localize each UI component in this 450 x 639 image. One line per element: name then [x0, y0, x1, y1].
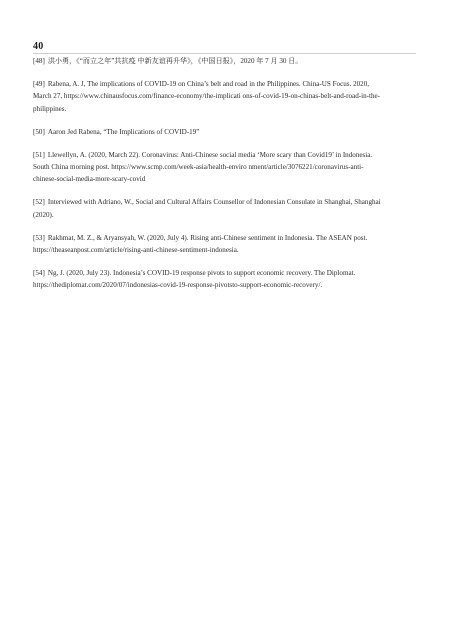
reference-text: 洪小勇，《“而立之年”共抗疫 中新友谊再升华》，《中国日报》，2020 年 7 月 30 日。	[47, 57, 303, 65]
reference-number: [54]	[33, 268, 45, 277]
header-divider	[33, 53, 416, 54]
page-number: 40	[33, 41, 44, 52]
reference-item-53	[33, 232, 385, 257]
reference-number: [53]	[33, 233, 45, 242]
reference-number: [49]	[33, 79, 45, 88]
reference-item-54	[33, 267, 385, 292]
reference-text: Aaron Jed Rabena, “The Implications of COVID-19”	[47, 127, 200, 136]
reference-number: [50]	[33, 127, 45, 136]
reference-list	[33, 55, 385, 302]
reference-item-50	[33, 126, 385, 138]
reference-number: [51]	[33, 150, 45, 159]
reference-item-49	[33, 78, 385, 115]
reference-text: Ng, J. (2020, July 23). Indonesia’s COVID-19 response pivots to support economic recovery. The Diplomat. https://thediplomat.com/2020/07/indonesias-covid-19-response-pivotsto-support-economic-recovery/.	[33, 268, 356, 290]
reference-text: Rakhmat, M. Z., & Aryansyah, W. (2020, July 4). Rising anti-Chinese sentiment in Indonesia. The ASEAN post. https://theaseanpost.com/article/rising-anti-chinese-sentiment-indonesia.	[33, 233, 368, 254]
reference-item-51	[33, 149, 385, 186]
reference-text: Interviewed with Adriano, W., Social and Cultural Affairs Counsellor of Indonesian Consulate in Shanghai, Shanghai (2020).	[33, 198, 381, 219]
reference-number: [48]	[33, 57, 45, 65]
reference-text: Rabena, A. J, The implications of COVID-19 on China’s belt and road in the Philippines. China-US Focus. 2020, March 27, https://www.chinausfocus.com/finance-economy/the-implicati ons-of-covid-19-on-chinas-belt-and-road-in-the-philippines.	[33, 79, 381, 113]
reference-number: [52]	[33, 198, 45, 207]
reference-item-48	[33, 55, 385, 67]
reference-item-52	[33, 196, 385, 221]
reference-text: Llewellyn, A. (2020, March 22). Coronavirus: Anti-Chinese social media ‘More scary than Covid19’ in Indonesia. South China morning post. https://www.scmp.com/week-asia/health-enviro nment/article/3076221/coronavirus-anti-chinese-social-media-more-scary-covid	[33, 150, 373, 184]
